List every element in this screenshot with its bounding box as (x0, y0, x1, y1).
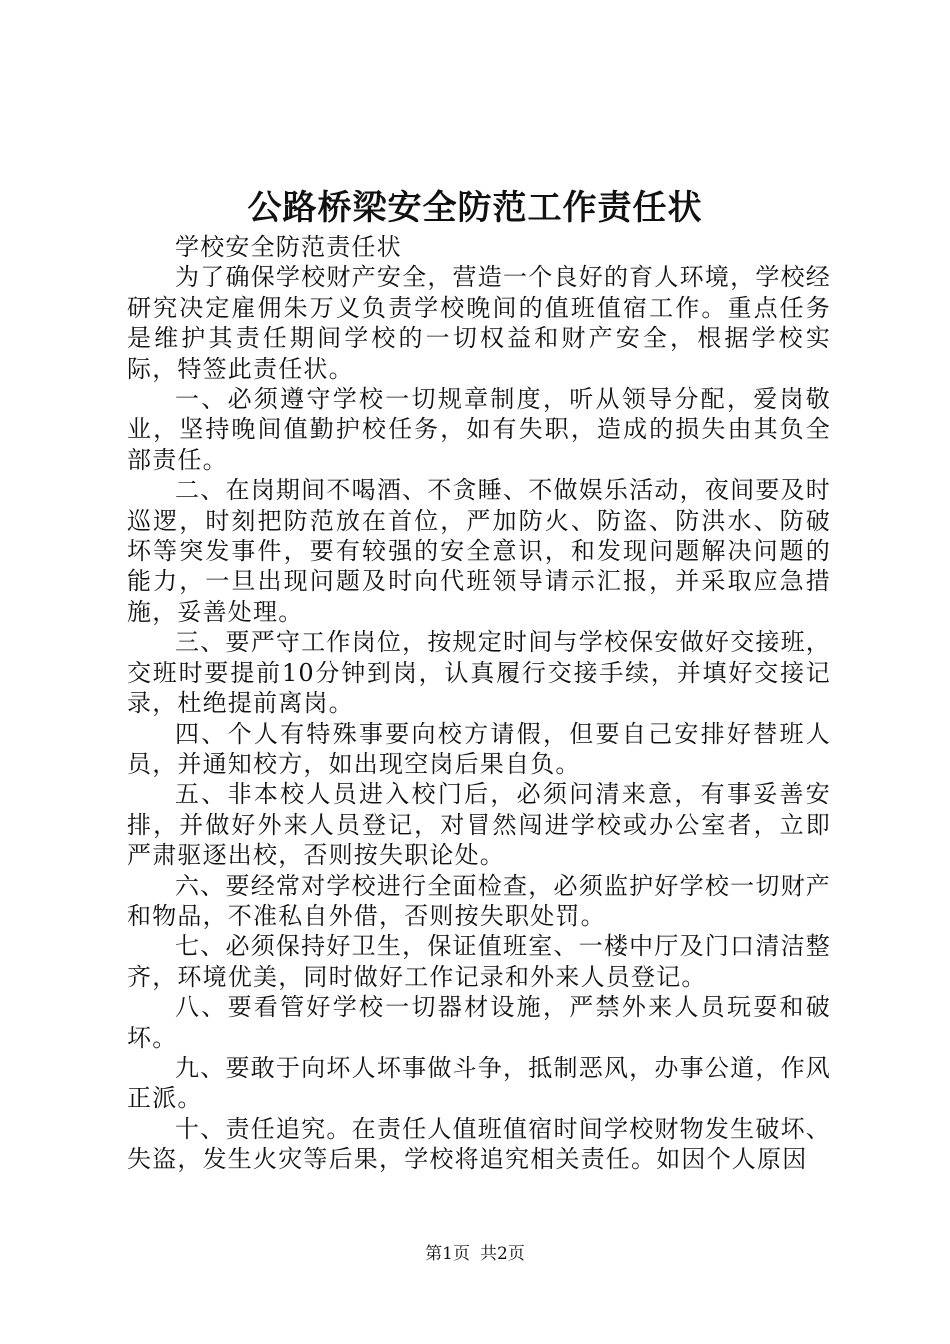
page-total: 共2页 (480, 1244, 525, 1264)
clause-paragraph-1: 一、必须遵守学校一切规章制度，听从领导分配，爱岗敬业，坚持晚间值勤护校任务，如有失职，造成的损失由其负全部责任。 (127, 385, 831, 474)
clause-paragraph-2: 二、在岗期间不喝酒、不贪睡、不做娱乐活动，夜间要及时巡逻，时刻把防范放在首位，严加防火、防盗、防洪水、防破坏等突发事件，要有较强的安全意识，和发现问题解决问题的能力，一旦出现问题及时向代班领导请示汇报，并采取应急措施，妥善处理。 (127, 476, 831, 626)
clause-paragraph-3: 三、要严守工作岗位，按规定时间与学校保安做好交接班，交班时要提前10分钟到岗，认真履行交接手续，并填好交接记录，杜绝提前离岗。 (127, 628, 831, 718)
clause-paragraph-4: 四、个人有特殊事要向校方请假，但要自己安排好替班人员，并通知校方，如出现空岗后果自负。 (127, 719, 831, 778)
clause-paragraph-10: 十、责任追究。在责任人值班值宿时间学校财物发生破坏、失盗，发生火灾等后果，学校将追究相关责任。如因个人原因 (127, 1114, 831, 1174)
clause-paragraph-9: 九、要敢于向坏人坏事做斗争，抵制恶风，办事公道，作风正派。 (127, 1053, 831, 1113)
clause-paragraph-5: 五、非本校人员进入校门后，必须问清来意，有事妥善安排，并做好外来人员登记，对冒然闯进学校或办公室者，立即严肃驱逐出校，否则按失职论处。 (127, 780, 831, 870)
document-body (127, 232, 831, 1175)
clause-paragraph-7: 七、必须保持好卫生，保证值班室、一楼中厅及门口清洁整齐，环境优美，同时做好工作记录和外来人员登记。 (127, 932, 831, 991)
page-footer (0, 1242, 950, 1266)
subtitle-paragraph: 学校安全防范责任状 (175, 233, 402, 261)
intro-paragraph: 为了确保学校财产安全，营造一个良好的育人环境，学校经研究决定雇佣朱万义负责学校晚间的值班值宿工作。重点任务是维护其责任期间学校的一切权益和财产安全，根据学校实际，特签此责任状。 (127, 263, 831, 383)
clause-paragraph-8: 八、要看管好学校一切器材设施，严禁外来人员玩耍和破坏。 (127, 993, 831, 1052)
document-title: 公路桥梁安全防范工作责任状 (247, 188, 703, 228)
page-number: 第1页 (425, 1244, 470, 1264)
clause-paragraph-6: 六、要经常对学校进行全面检查，必须监护好学校一切财产和物品，不准私自外借，否则按失职处罚。 (127, 871, 831, 930)
